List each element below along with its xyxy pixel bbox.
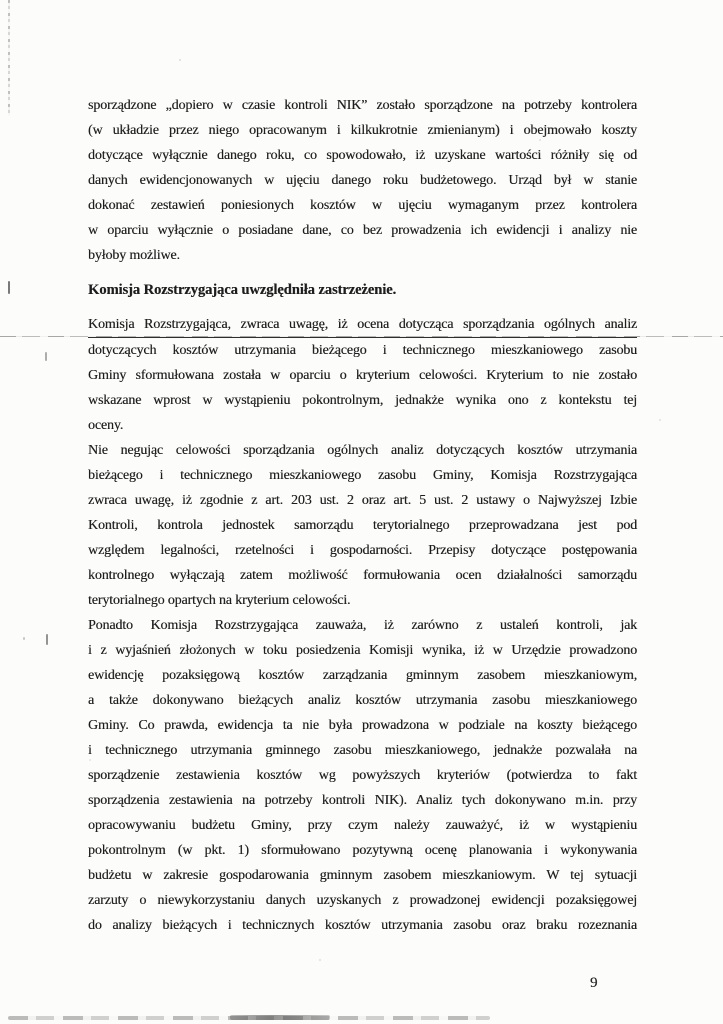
paragraph-ocena-celowosci — [88, 312, 637, 438]
text-line: Gminy sformułowana została w oparciu o kryterium celowości. Kryterium to nie zostało — [88, 368, 637, 383]
text-line: dotyczące wyłącznie danego roku, co spowodowało, iż uzyskane wartości różniły się od — [88, 148, 637, 163]
section-heading — [88, 278, 637, 303]
page-number: 9 — [590, 975, 598, 991]
text-line: dotyczących kosztów utrzymania bieżącego i technicznego mieszkaniowego zasobu — [88, 343, 637, 358]
margin-mark — [46, 634, 48, 645]
section-heading-text: Komisja Rozstrzygająca uwzględniła zastrzeżenie. — [88, 282, 397, 298]
text-line: budżetu w zakresie gospodarowania gminnym zasobem mieszkaniowym. W tej sytuacji — [88, 868, 637, 883]
text-line: Komisja Rozstrzygająca, zwraca uwagę, iż ocena dotycząca sporządzania ogólnych analiz — [88, 312, 637, 338]
text-line: terytorialnego opartych na kryterium celowości. — [88, 593, 351, 608]
text-line: zwraca uwagę, iż zgodnie z art. 203 ust. 2 oraz art. 5 ust. 2 ustawy o Najwyższej Izbie — [88, 493, 637, 508]
paragraph-ewidencja — [88, 613, 637, 938]
text-line: i technicznego utrzymania gminnego zasobu mieszkaniowego, jednakże pozwalała na — [88, 743, 637, 758]
text-line: i z wyjaśnień złożonych w toku posiedzenia Komisji wynika, iż w Urzędzie prowadzono — [88, 643, 637, 658]
text-line: byłoby możliwe. — [88, 248, 180, 263]
text-line: w oparciu wyłącznie o posiadane dane, co bez prowadzenia ich ewidencji i analizy nie — [88, 223, 637, 238]
text-line: (w układzie przez niego opracowanym i kilkukrotnie zmienianym) i obejmowało koszty — [88, 123, 637, 138]
paragraph-intro — [88, 93, 637, 268]
text-line: Gminy. Co prawda, ewidencja ta nie była prowadzona w podziale na koszty bieżącego — [88, 718, 637, 733]
margin-mark — [8, 281, 10, 294]
text-line: zarzuty o niewykorzystaniu danych uzyskanych z prowadzonej ewidencji pozaksięgowej — [88, 893, 637, 908]
document-text — [88, 93, 637, 938]
text-line: opracowywaniu budżetu Gminy, przy czym należy zauważyć, iż w wystąpieniu — [88, 818, 637, 833]
bottom-smudge-artifact — [230, 1015, 330, 1020]
text-line: bieżącego i technicznego mieszkaniowego zasobu Gminy, Komisja Rozstrzygająca — [88, 468, 637, 483]
text-line: pokontrolnym (w pkt. 1) sformułowano pozytywną ocenę planowania i wykonywania — [88, 843, 637, 858]
text-line: wskazane wprost w wystąpieniu pokontrolnym, jednakże wynika ono z kontekstu tej — [88, 393, 637, 408]
text-line: względem legalności, rzetelności i gospodarności. Przepisy dotyczące postępowania — [88, 543, 637, 558]
text-line: Nie negując celowości sporządzania ogólnych analiz dotyczących kosztów utrzymania — [88, 443, 637, 458]
margin-mark — [45, 352, 47, 361]
text-line: a także dokonywano bieżących analiz kosztów utrzymania zasobu mieszkaniowego — [88, 693, 637, 708]
text-line: danych ewidencjonowanych w ujęciu danego roku budżetowego. Urząd był w stanie — [88, 173, 637, 188]
text-line: dokonać zestawień poniesionych kosztów w ujęciu wymaganym przez kontrolera — [88, 198, 637, 213]
paragraph-kryteria-kontroli — [88, 438, 637, 613]
text-line: oceny. — [88, 418, 124, 433]
text-line: do analizy bieżących i technicznych kosztów utrzymania zasobu oraz braku rozeznania — [88, 918, 637, 933]
text-line: Kontroli, kontrola jednostek samorządu terytorialnego przeprowadzana jest pod — [88, 518, 637, 533]
text-line: sporządzenia zestawienia na potrzeby kontroli NIK). Analiz tych dokonywano m.in. przy — [88, 793, 637, 808]
bottom-smudge-artifact — [8, 1016, 490, 1020]
text-line: ewidencję pozaksięgową kosztów zarządzania gminnym zasobem mieszkaniowym, — [88, 668, 637, 683]
scan-streak-artifact — [8, 0, 10, 116]
margin-mark — [23, 637, 25, 640]
text-line: sporządzenie zestawienia kosztów wg powyższych kryteriów (potwierdza to fakt — [88, 768, 637, 783]
text-line: kontrolnego wyłączają zatem możliwość formułowania ocen działalności samorządu — [88, 568, 637, 583]
text-line: Ponadto Komisja Rozstrzygająca zauważa, iż zarówno z ustaleń kontroli, jak — [88, 618, 637, 633]
text-line: sporządzone „dopiero w czasie kontroli NIK” zostało sporządzone na potrzeby kontrolera — [88, 98, 637, 113]
